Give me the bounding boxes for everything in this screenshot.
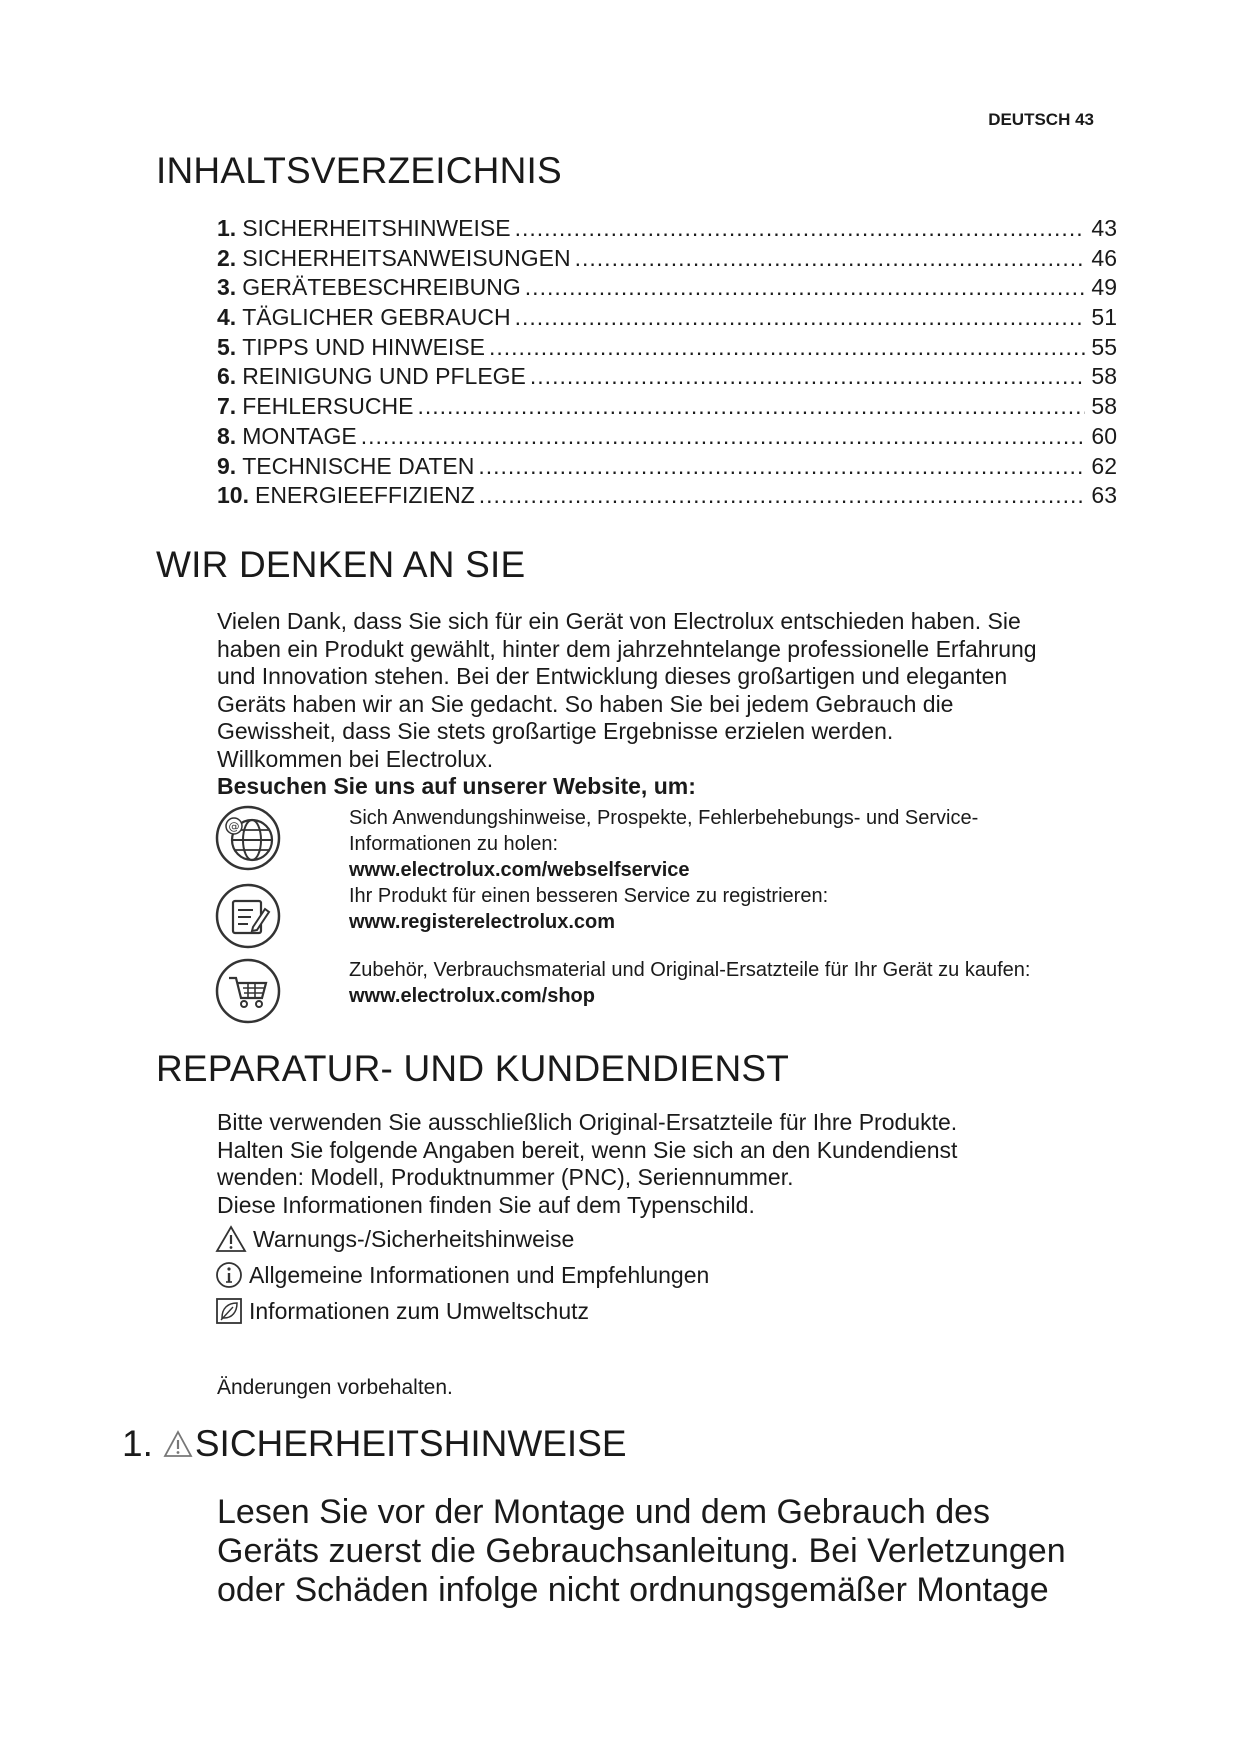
- toc-item-number: 4.: [217, 304, 237, 331]
- toc-item[interactable]: [217, 245, 1117, 275]
- toc-leader: [525, 274, 1085, 301]
- toc-leader: [361, 423, 1085, 450]
- changes-note: Änderungen vorbehalten.: [217, 1376, 453, 1399]
- section-number: 1.: [122, 1423, 153, 1464]
- toc-leader: [515, 304, 1085, 331]
- toc-item-page: 55: [1091, 333, 1117, 360]
- toc-item-number: 3.: [217, 274, 237, 301]
- toc-leader: [530, 363, 1085, 390]
- toc-item-number: 9.: [217, 452, 237, 479]
- shop-link[interactable]: www.electrolux.com/shop: [349, 985, 595, 1007]
- cart-icon: [215, 958, 281, 1024]
- toc-leader: [489, 334, 1085, 361]
- service-line: Diese Informationen finden Sie auf dem Typenschild.: [217, 1191, 755, 1218]
- toc-item-number: 10.: [217, 482, 249, 509]
- leaf-icon: [215, 1297, 243, 1325]
- welcome-line: und Innovation stehen. Bei der Entwicklung dieses großartigen und eleganten: [217, 663, 1008, 689]
- welcome-text: [217, 608, 1117, 801]
- globe-icon: [215, 805, 281, 871]
- toc-item[interactable]: [217, 423, 1117, 453]
- welcome-title: WIR DENKEN AN SIE: [156, 544, 526, 585]
- toc-item[interactable]: [217, 363, 1117, 393]
- toc-item[interactable]: [217, 304, 1117, 334]
- toc-leader: [479, 482, 1085, 509]
- legend-item-warning: [215, 1224, 574, 1254]
- toc-item-page: 51: [1091, 304, 1117, 331]
- toc-item-title: GERÄTEBESCHREIBUNG: [242, 274, 521, 301]
- toc-item-page: 49: [1091, 274, 1117, 301]
- link-description: Sich Anwendungshinweise, Prospekte, Fehlerbehebungs- und Service-: [349, 807, 979, 829]
- toc-item[interactable]: [217, 393, 1117, 423]
- legend-item-info: [215, 1260, 709, 1290]
- toc-item-title: SICHERHEITSHINWEISE: [242, 215, 511, 241]
- welcome-line: Willkommen bei Electrolux.: [217, 745, 494, 772]
- safety-line: Lesen Sie vor der Montage und dem Gebrauch des: [217, 1493, 991, 1531]
- toc-leader: [478, 453, 1085, 480]
- table-of-contents: [217, 215, 1117, 512]
- toc-title: INHALTSVERZEICHNIS: [156, 150, 562, 191]
- welcome-line: Geräts haben wir an Sie gedacht. So haben Sie bei jedem Gebrauch die: [217, 690, 954, 717]
- toc-item-number: 2.: [217, 244, 237, 271]
- welcome-line: haben ein Produkt gewählt, hinter dem jahrzehntelange professionelle Erfahrung: [217, 635, 1037, 662]
- link-description: Ihr Produkt für einen besseren Service zu registrieren:: [349, 885, 829, 907]
- legend-text: Informationen zum Umweltschutz: [249, 1297, 590, 1324]
- toc-item-page: 58: [1091, 363, 1117, 390]
- toc-item-page: 60: [1091, 422, 1117, 449]
- warning-icon: [215, 1225, 247, 1253]
- toc-item-title: TECHNISCHE DATEN: [242, 452, 475, 479]
- toc-item-page: 58: [1091, 393, 1117, 420]
- toc-item-title: ENERGIEEFFIZIENZ: [254, 482, 475, 509]
- service-line: Bitte verwenden Sie ausschließlich Original-Ersatzteile für Ihre Produkte.: [217, 1109, 958, 1135]
- toc-item-page: 62: [1091, 452, 1117, 479]
- toc-leader: [515, 215, 1085, 242]
- warning-icon: [163, 1430, 193, 1458]
- legend-text: Allgemeine Informationen und Empfehlungen: [249, 1261, 710, 1288]
- legend-item-environment: [215, 1296, 589, 1326]
- toc-item-title: SICHERHEITSANWEISUNGEN: [242, 244, 571, 271]
- webselfservice-link[interactable]: www.electrolux.com/webselfservice: [349, 859, 690, 881]
- toc-item-number: 7.: [217, 393, 237, 420]
- toc-item-page: 43: [1091, 215, 1117, 241]
- toc-item[interactable]: [217, 274, 1117, 304]
- toc-item-number: 1.: [217, 215, 237, 241]
- toc-item[interactable]: [217, 453, 1117, 483]
- info-icon: [215, 1261, 243, 1289]
- toc-leader: [417, 393, 1085, 420]
- safety-text: [217, 1493, 1157, 1610]
- service-line: Halten Sie folgende Angaben bereit, wenn Sie sich an den Kundendienst: [217, 1136, 958, 1163]
- welcome-line: Gewissheit, dass Sie stets großartige Ergebnisse erzielen werden.: [217, 718, 894, 744]
- page-header: DEUTSCH 43: [988, 110, 1094, 129]
- toc-item[interactable]: [217, 482, 1117, 512]
- toc-item-number: 5.: [217, 333, 237, 360]
- svg-text:@: @: [228, 820, 240, 833]
- toc-item-title: TIPPS UND HINWEISE: [242, 333, 485, 360]
- section-heading-safety: [122, 1423, 627, 1465]
- safety-line: oder Schäden infolge nicht ordnungsgemäßer Montage: [217, 1571, 1049, 1609]
- toc-item-title: FEHLERSUCHE: [242, 393, 414, 420]
- toc-item[interactable]: [217, 334, 1117, 364]
- service-text: [217, 1109, 1117, 1219]
- toc-item-page: 46: [1091, 244, 1117, 271]
- toc-item-number: 8.: [217, 422, 237, 449]
- visit-label: Besuchen Sie uns auf unserer Website, um:: [217, 773, 696, 799]
- safety-line: Geräts zuerst die Gebrauchsanleitung. Bei Verletzungen: [217, 1532, 1066, 1570]
- toc-leader: [575, 245, 1085, 272]
- service-line: wenden: Modell, Produktnummer (PNC), Seriennummer.: [217, 1164, 794, 1190]
- toc-item-title: TÄGLICHER GEBRAUCH: [242, 304, 511, 331]
- toc-item-title: MONTAGE: [242, 422, 357, 449]
- welcome-line: Vielen Dank, dass Sie sich für ein Gerät von Electrolux entschieden haben. Sie: [217, 608, 1021, 634]
- toc-item[interactable]: [217, 215, 1117, 245]
- section-title: SICHERHEITSHINWEISE: [194, 1423, 627, 1464]
- toc-item-title: REINIGUNG UND PFLEGE: [242, 363, 526, 390]
- toc-item-page: 63: [1091, 482, 1117, 509]
- register-link[interactable]: www.registerelectrolux.com: [349, 911, 616, 933]
- register-icon: [215, 883, 281, 949]
- link-description: Zubehör, Verbrauchsmaterial und Original-Ersatzteile für Ihr Gerät zu kaufen:: [349, 959, 1031, 981]
- toc-item-number: 6.: [217, 363, 237, 390]
- service-title: REPARATUR- UND KUNDENDIENST: [156, 1048, 790, 1089]
- legend-text: Warnungs-/Sicherheitshinweise: [253, 1225, 575, 1252]
- link-description: Informationen zu holen:: [349, 833, 559, 855]
